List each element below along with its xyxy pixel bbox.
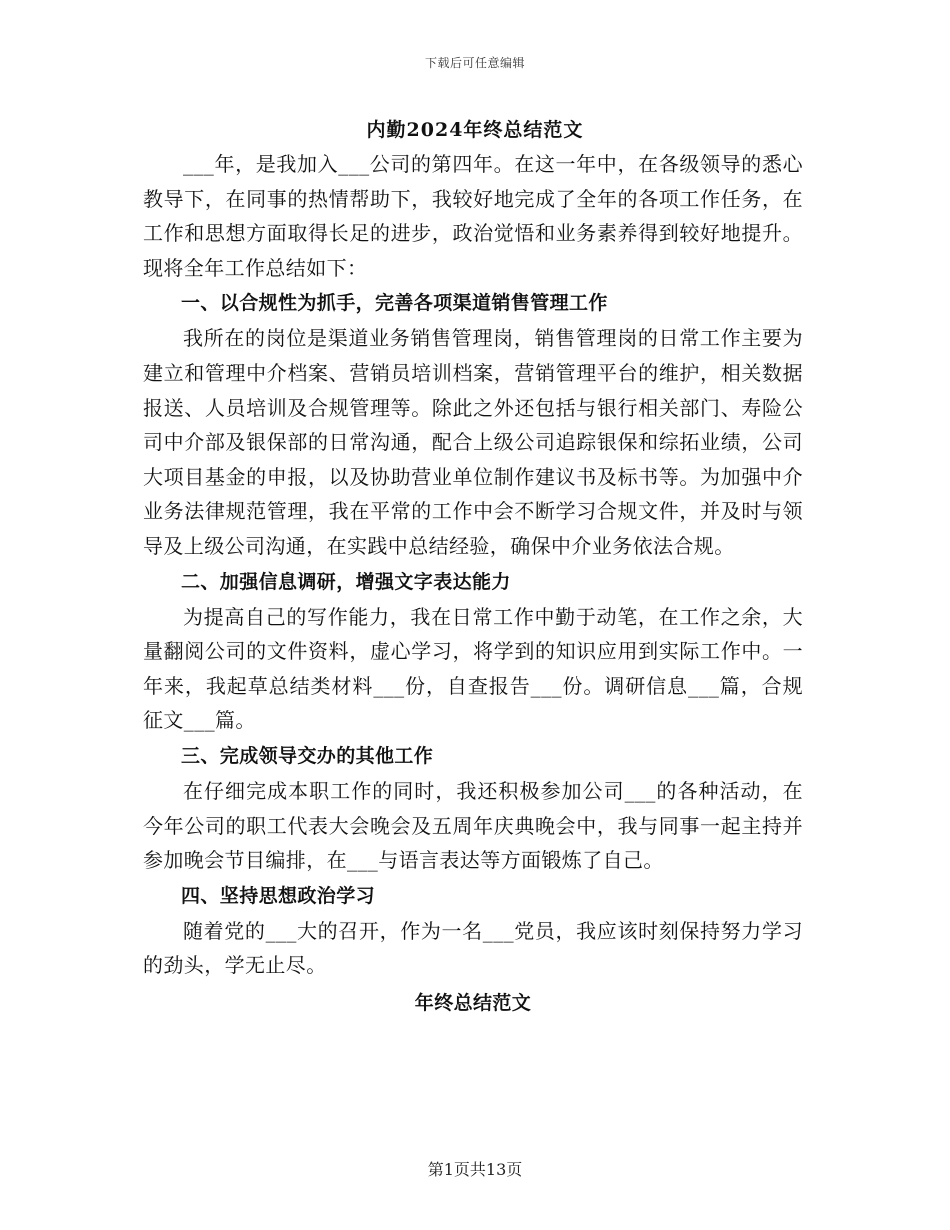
document-title: 内勤2024年终总结范文 (366, 119, 584, 141)
next-document-title: 年终总结范文 (414, 991, 532, 1014)
section-3-heading: 三、完成领导交办的其他工作 (181, 744, 434, 767)
section-1-heading: 一、以合规性为抓手，完善各项渠道销售管理工作 (181, 292, 608, 315)
intro-paragraph: ___年，是我加入___公司的第四年。在这一年中，在各级领导的悉心教导下，在同事的热情帮助下，我较好地完成了全年的各项工作任务，在工作和思想方面取得长足的进步，政治觉悟和业务素养得到较好地提升。现将全年工作总结如下： (143, 152, 803, 280)
page-number: 第1页共13页 (427, 1160, 523, 1179)
header-note: 下载后可任意编辑 (424, 56, 525, 70)
section-1-body: 我所在的岗位是渠道业务销售管理岗，销售管理岗的日常工作主要为建立和管理中介档案、营销员培训档案，营销管理平台的维护，相关数据报送、人员培训及合规管理等。除此之外还包括与银行相关部门、寿险公司中介部及银保部的日常沟通，配合上级公司追踪银保和综拓业绩，公司大项目基金的申报，以及协助营业单位制作建议书及标书等。为加强中介业务法律规范管理，我在平常的工作中会不断学习合规文件，并及时与领导及上级公司沟通，在实践中总结经验，确保中介业务依法合规。 (143, 326, 803, 558)
section-2-body: 为提高自己的写作能力，我在日常工作中勤于动笔，在工作之余，大量翻阅公司的文件资料，虚心学习，将学到的知识应用到实际工作中。一年来，我起草总结类材料___份，自查报告___份。调研信息___篇，合规征文___篇。 (143, 604, 803, 733)
section-3-body: 在仔细完成本职工作的同时，我还积极参加公司___的各种活动，在今年公司的职工代表大会晚会及五周年庆典晚会中，我与同事一起主持并参加晚会节目编排，在___与语言表达等方面锻炼了自己。 (143, 778, 803, 873)
section-2-heading: 二、加强信息调研，增强文字表达能力 (181, 570, 511, 593)
document-body (143, 147, 803, 1021)
section-4-body: 随着党的___大的召开，作为一名___党员，我应该时刻保持努力学习的劲头，学无止尽。 (143, 918, 803, 978)
section-4-heading: 四、坚持思想政治学习 (181, 884, 376, 907)
